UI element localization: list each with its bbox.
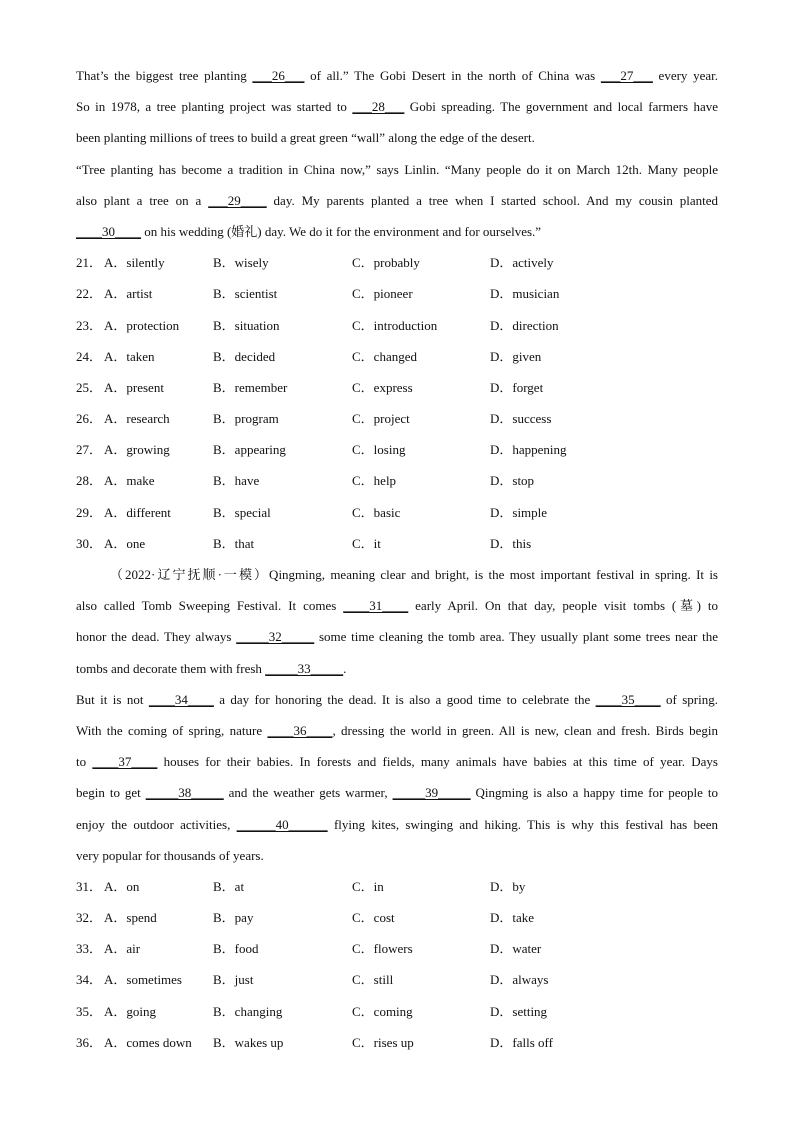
passage-text: early April. On that day, people visit tombs (墓) to [408,598,718,614]
option-b: B．scientist [213,286,278,302]
option-a: A．protection [104,317,180,333]
passage-line [76,746,718,777]
passage-line [76,684,718,715]
passage-text: tombs and decorate them with fresh [76,660,266,676]
option-b: B．wakes up [213,1034,284,1050]
option-d: D．water [490,941,542,957]
option-b: B．program [213,411,279,427]
answer-blank: ____37____ [92,754,158,770]
passage-text: day. My parents planted a tree when I started school. And my cousin planted [266,192,718,208]
option-d: D．take [490,910,535,926]
passage-line [76,559,718,590]
passage-line [76,653,718,684]
answer-blank: ____34____ [148,691,214,707]
question-number: 31． [76,878,103,894]
question-number: 34． [76,972,103,988]
passage-text: and the weather gets warmer, [223,785,393,801]
passage-line [76,809,718,840]
passage-text: honor the dead. They always [76,629,237,645]
option-a: A．going [104,1003,157,1019]
option-c: C．it [352,535,381,551]
option-b: B．just [213,972,254,988]
document-page [76,60,718,1058]
question-row [76,497,718,528]
option-a: A．on [104,878,140,894]
option-d: D．direction [490,317,559,333]
question-number: 27． [76,442,103,458]
passage-text: . [343,660,347,676]
option-c: C．rises up [352,1034,414,1050]
passage-line [76,777,718,808]
passage-text: flying kites, swinging and hiking. This is why this festival has been [327,816,719,832]
option-b: B．that [213,535,255,551]
question-row [76,403,718,434]
passage-text: begin to get [76,785,146,801]
question-number: 22． [76,286,103,302]
question-row [76,310,718,341]
passage-line [76,91,718,122]
option-b: B．at [213,878,245,894]
option-b: B．decided [213,348,276,364]
option-a: A．different [104,504,171,520]
option-a: A．sometimes [104,972,182,988]
question-number: 26． [76,411,103,427]
option-c: C．basic [352,504,401,520]
option-b: B．remember [213,379,288,395]
answer-blank: _____39_____ [392,785,471,801]
option-d: D．simple [490,504,548,520]
option-d: D．success [490,411,552,427]
option-b: B．have [213,473,260,489]
option-b: B．changing [213,1003,283,1019]
question-list-one [76,247,718,559]
option-d: D．this [490,535,532,551]
passage-text: But it is not [76,691,149,707]
passage-text: With the coming of spring, nature [76,722,268,738]
passage-text: on his wedding (婚礼) day. We do it for the environment and for ourselves.” [141,223,542,239]
passage-line [76,185,718,216]
option-b: B．food [213,941,259,957]
option-a: A．taken [104,348,155,364]
option-c: C．help [352,473,397,489]
passage-text: also called Tomb Sweeping Festival. It comes [76,598,344,614]
option-d: D．stop [490,473,535,489]
passage-text: very popular for thousands of years. [76,847,264,863]
passage-line [76,154,718,185]
question-row [76,933,718,964]
passage-text: some time cleaning the tomb area. They usually plant some trees near the [314,629,718,645]
option-c: C．coming [352,1003,413,1019]
passage-text: of all.” The Gobi Desert in the north of China was [304,68,601,83]
option-a: A．silently [104,255,165,271]
option-b: B．situation [213,317,280,333]
question-row [76,372,718,403]
passage-text: , dressing the world in green. All is new, clean and fresh. Birds begin [332,722,718,738]
question-row [76,871,718,902]
passage-one [76,60,718,247]
passage-text: houses for their babies. In forests and fields, many animals have babies at this time of year. Days [157,754,718,770]
answer-blank: ___29____ [208,192,267,208]
option-b: B．appearing [213,442,286,458]
answer-blank: ______40______ [236,816,328,832]
question-number: 23． [76,317,103,333]
passage-line [76,715,718,746]
passage-text: （2022·辽宁抚顺·一模）Qingming, meaning clear and bright, is the most important festival in spring. It is [110,567,718,582]
passage-line [76,216,718,247]
option-c: C．losing [352,442,406,458]
passage-text: of spring. [660,691,718,707]
option-d: D．setting [490,1003,548,1019]
question-row [76,465,718,496]
option-c: C．introduction [352,317,438,333]
answer-blank: ___26___ [252,68,305,83]
answer-blank: _____33_____ [265,660,344,676]
answer-blank: ___28___ [352,99,405,115]
option-a: A．spend [104,910,157,926]
question-row [76,278,718,309]
option-b: B．special [213,504,271,520]
option-a: A．artist [104,286,153,302]
option-d: D．happening [490,442,567,458]
passage-line [76,621,718,652]
question-number: 28． [76,473,103,489]
passage-line [76,60,718,91]
passage-two [76,559,718,871]
question-number: 32． [76,910,103,926]
option-a: A．one [104,535,146,551]
question-row [76,434,718,465]
passage-text: to [76,754,93,770]
option-c: C．in [352,878,384,894]
question-row [76,341,718,372]
question-row [76,247,718,278]
passage-text: been planting millions of trees to build a great green “wall” along the edge of the desert. [76,130,535,146]
question-number: 25． [76,379,103,395]
option-c: C．express [352,379,413,395]
question-row [76,1027,718,1058]
option-c: C．probably [352,255,420,271]
question-row [76,964,718,995]
question-number: 21． [76,255,103,271]
passage-text: a day for honoring the dead. It is also a good time to celebrate the [213,691,596,707]
answer-blank: ____30____ [76,223,141,239]
question-row [76,902,718,933]
option-c: C．still [352,972,394,988]
question-row [76,996,718,1027]
option-c: C．changed [352,348,417,364]
option-d: D．falls off [490,1034,553,1050]
question-number: 36． [76,1034,103,1050]
passage-line [76,590,718,621]
passage-text: enjoy the outdoor activities, [76,816,237,832]
answer-blank: _____32_____ [236,629,315,645]
option-a: A．comes down [104,1034,192,1050]
passage-text: every year. [652,68,719,83]
option-d: D．given [490,348,542,364]
option-c: C．pioneer [352,286,413,302]
passage-text: “Tree planting has become a tradition in China now,” says Linlin. “Many people do it on March 12th. Many people [76,161,718,177]
question-number: 24． [76,348,103,364]
answer-blank: ____31____ [343,598,409,614]
question-row [76,528,718,559]
option-d: D．musician [490,286,560,302]
option-d: D．always [490,972,549,988]
passage-text: So in 1978, a tree planting project was started to [76,99,353,115]
question-number: 30． [76,535,103,551]
option-c: C．cost [352,910,395,926]
option-b: B．wisely [213,255,269,271]
option-a: A．make [104,473,155,489]
question-number: 29． [76,504,103,520]
option-d: D．actively [490,255,554,271]
option-a: A．growing [104,442,170,458]
passage-text: also plant a tree on a [76,192,209,208]
answer-blank: ____35____ [595,691,661,707]
question-number: 33． [76,941,103,957]
option-d: D．forget [490,379,544,395]
passage-text: Qingming is also a happy time for people to [470,785,718,801]
passage-line [76,122,718,153]
option-a: A．present [104,379,164,395]
answer-blank: ____36____ [267,722,333,738]
option-b: B．pay [213,910,254,926]
question-list-two [76,871,718,1058]
option-a: A．air [104,941,141,957]
answer-blank: _____38_____ [145,785,224,801]
option-c: C．flowers [352,941,413,957]
question-number: 35． [76,1003,103,1019]
passage-text: That’s the biggest tree planting [76,68,253,83]
answer-blank: ___27___ [600,68,653,83]
passage-line [76,840,718,871]
option-d: D．by [490,878,526,894]
option-c: C．project [352,411,410,427]
option-a: A．research [104,411,170,427]
passage-text: Gobi spreading. The government and local farmers have [404,99,718,115]
